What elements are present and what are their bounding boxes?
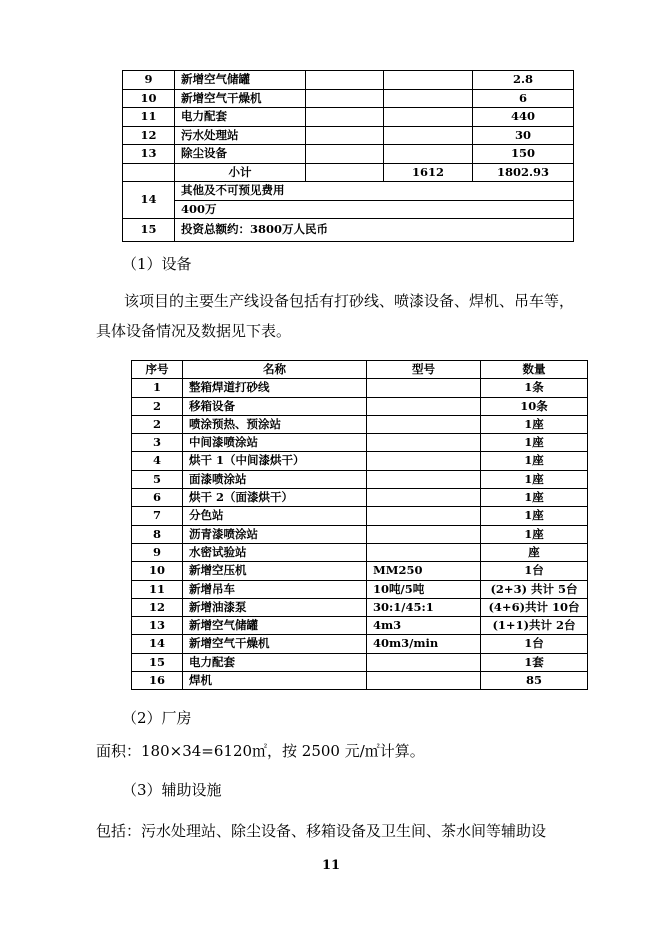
table-row <box>132 617 588 635</box>
other-costs-label: 其他及不可预见费用 <box>175 182 574 201</box>
equipment-name: 新增空气储罐 <box>183 617 367 635</box>
row-no: 11 <box>132 580 183 598</box>
cell <box>306 126 384 145</box>
row-no: 10 <box>132 562 183 580</box>
table-row <box>132 507 588 525</box>
equipment-model <box>367 543 481 561</box>
paragraph-line: 具体设备情况及数据见下表。 <box>96 322 292 340</box>
row-no: 7 <box>132 507 183 525</box>
table-row <box>123 71 574 90</box>
table-row <box>132 543 588 561</box>
row-no: 15 <box>123 219 175 242</box>
equipment-qty: (4+6)共计 10台 <box>481 598 588 616</box>
equipment-qty: 1条 <box>481 379 588 397</box>
header-name: 名称 <box>183 361 367 379</box>
equipment-name: 水密试验站 <box>183 543 367 561</box>
equipment-name: 喷涂预热、预涂站 <box>183 415 367 433</box>
item-name: 电力配套 <box>175 108 306 127</box>
equipment-qty: 1座 <box>481 525 588 543</box>
row-no: 8 <box>132 525 183 543</box>
equipment-qty: 1座 <box>481 489 588 507</box>
equipment-table <box>131 360 588 690</box>
table-row <box>132 415 588 433</box>
equipment-name: 新增油漆泵 <box>183 598 367 616</box>
row-no: 12 <box>123 126 175 145</box>
row-no: 12 <box>132 598 183 616</box>
section-heading-equipment: （1）设备 <box>122 255 192 273</box>
equipment-model <box>367 379 481 397</box>
row-no: 11 <box>123 108 175 127</box>
table-row <box>132 434 588 452</box>
item-name: 新增空气储罐 <box>175 71 306 90</box>
equipment-model: MM250 <box>367 562 481 580</box>
table-row <box>132 452 588 470</box>
equipment-model <box>367 415 481 433</box>
equipment-model: 40m3/min <box>367 635 481 653</box>
equipment-qty: 座 <box>481 543 588 561</box>
table-row <box>132 635 588 653</box>
area-text: 面积：180×34=6120㎡，按 2500 元/㎡计算。 <box>96 742 425 760</box>
equipment-qty: 1座 <box>481 470 588 488</box>
cell <box>306 71 384 90</box>
row-no: 14 <box>123 182 175 219</box>
equipment-qty: 1座 <box>481 434 588 452</box>
table-row <box>132 379 588 397</box>
equipment-model <box>367 470 481 488</box>
other-costs-row <box>123 182 574 201</box>
page-number: 11 <box>321 858 341 873</box>
table-row <box>123 108 574 127</box>
other-costs-value: 400万 <box>175 200 574 219</box>
equipment-qty: 1台 <box>481 562 588 580</box>
row-no: 13 <box>132 617 183 635</box>
paragraph-line: 包括：污水处理站、除尘设备、移箱设备及卫生间、茶水间等辅助设 <box>96 822 547 840</box>
row-no: 4 <box>132 452 183 470</box>
table-row <box>132 580 588 598</box>
section-heading-auxiliary: （3）辅助设施 <box>122 781 222 799</box>
table-row <box>132 598 588 616</box>
equipment-model: 10吨/5吨 <box>367 580 481 598</box>
item-name: 污水处理站 <box>175 126 306 145</box>
amount: 150 <box>473 145 574 164</box>
equipment-qty: 1台 <box>481 635 588 653</box>
equipment-model: 30:1/45:1 <box>367 598 481 616</box>
cell <box>306 163 384 182</box>
row-no: 10 <box>123 89 175 108</box>
subtotal-amount: 1802.93 <box>473 163 574 182</box>
row-no: 2 <box>132 397 183 415</box>
item-name: 除尘设备 <box>175 145 306 164</box>
equipment-model <box>367 397 481 415</box>
row-no: 13 <box>123 145 175 164</box>
equipment-name: 中间漆喷涂站 <box>183 434 367 452</box>
table-row <box>123 126 574 145</box>
amount: 440 <box>473 108 574 127</box>
equipment-model <box>367 525 481 543</box>
equipment-name: 分色站 <box>183 507 367 525</box>
equipment-name: 焊机 <box>183 672 367 690</box>
table-row <box>132 562 588 580</box>
table-row <box>132 470 588 488</box>
cell <box>384 71 473 90</box>
equipment-name: 移箱设备 <box>183 397 367 415</box>
subtotal-row <box>123 163 574 182</box>
cell <box>384 89 473 108</box>
equipment-name: 整箱焊道打砂线 <box>183 379 367 397</box>
equipment-name: 烘干 2（面漆烘干） <box>183 489 367 507</box>
amount: 6 <box>473 89 574 108</box>
equipment-qty: 1座 <box>481 507 588 525</box>
amount: 30 <box>473 126 574 145</box>
amount: 2.8 <box>473 71 574 90</box>
equipment-qty: 1套 <box>481 653 588 671</box>
header-model: 型号 <box>367 361 481 379</box>
cell <box>306 108 384 127</box>
row-no: 9 <box>123 71 175 90</box>
cell <box>384 145 473 164</box>
header-no: 序号 <box>132 361 183 379</box>
other-costs-value-row <box>123 200 574 219</box>
table-row <box>123 145 574 164</box>
equipment-name: 沥青漆喷涂站 <box>183 525 367 543</box>
equipment-qty: 10条 <box>481 397 588 415</box>
equipment-qty: 1座 <box>481 415 588 433</box>
row-no: 15 <box>132 653 183 671</box>
row-no: 3 <box>132 434 183 452</box>
cell <box>384 126 473 145</box>
equipment-model <box>367 489 481 507</box>
equipment-model <box>367 452 481 470</box>
row-no: 9 <box>132 543 183 561</box>
equipment-model <box>367 434 481 452</box>
equipment-qty: (1+1)共计 2台 <box>481 617 588 635</box>
equipment-name: 新增空气干燥机 <box>183 635 367 653</box>
row-no: 5 <box>132 470 183 488</box>
total-investment: 投资总额约：3800万人民币 <box>175 219 574 242</box>
subtotal-label: 小计 <box>175 163 306 182</box>
row-no: 14 <box>132 635 183 653</box>
table-row <box>132 653 588 671</box>
equipment-name: 面漆喷涂站 <box>183 470 367 488</box>
cell <box>384 108 473 127</box>
header-qty: 数量 <box>481 361 588 379</box>
table-row <box>132 672 588 690</box>
row-no: 2 <box>132 415 183 433</box>
equipment-qty: 85 <box>481 672 588 690</box>
row-no: 16 <box>132 672 183 690</box>
investment-table <box>122 70 574 242</box>
equipment-model <box>367 672 481 690</box>
equipment-model <box>367 653 481 671</box>
equipment-name: 新增吊车 <box>183 580 367 598</box>
equipment-name: 烘干 1（中间漆烘干） <box>183 452 367 470</box>
paragraph-line: 该项目的主要生产线设备包括有打砂线、喷漆设备、焊机、吊车等， <box>124 292 575 310</box>
equipment-model: 4m3 <box>367 617 481 635</box>
table-row <box>132 397 588 415</box>
subtotal-value: 1612 <box>384 163 473 182</box>
equipment-name: 新增空压机 <box>183 562 367 580</box>
total-investment-row <box>123 219 574 242</box>
cell <box>123 163 175 182</box>
cell <box>306 89 384 108</box>
item-name: 新增空气干燥机 <box>175 89 306 108</box>
cell <box>306 145 384 164</box>
row-no: 1 <box>132 379 183 397</box>
table-row <box>132 525 588 543</box>
table-row <box>132 489 588 507</box>
table-row <box>123 89 574 108</box>
equipment-qty: (2+3) 共计 5台 <box>481 580 588 598</box>
equipment-model <box>367 507 481 525</box>
equipment-qty: 1座 <box>481 452 588 470</box>
row-no: 6 <box>132 489 183 507</box>
equipment-name: 电力配套 <box>183 653 367 671</box>
section-heading-factory: （2）厂房 <box>122 709 192 727</box>
table-header-row <box>132 361 588 379</box>
